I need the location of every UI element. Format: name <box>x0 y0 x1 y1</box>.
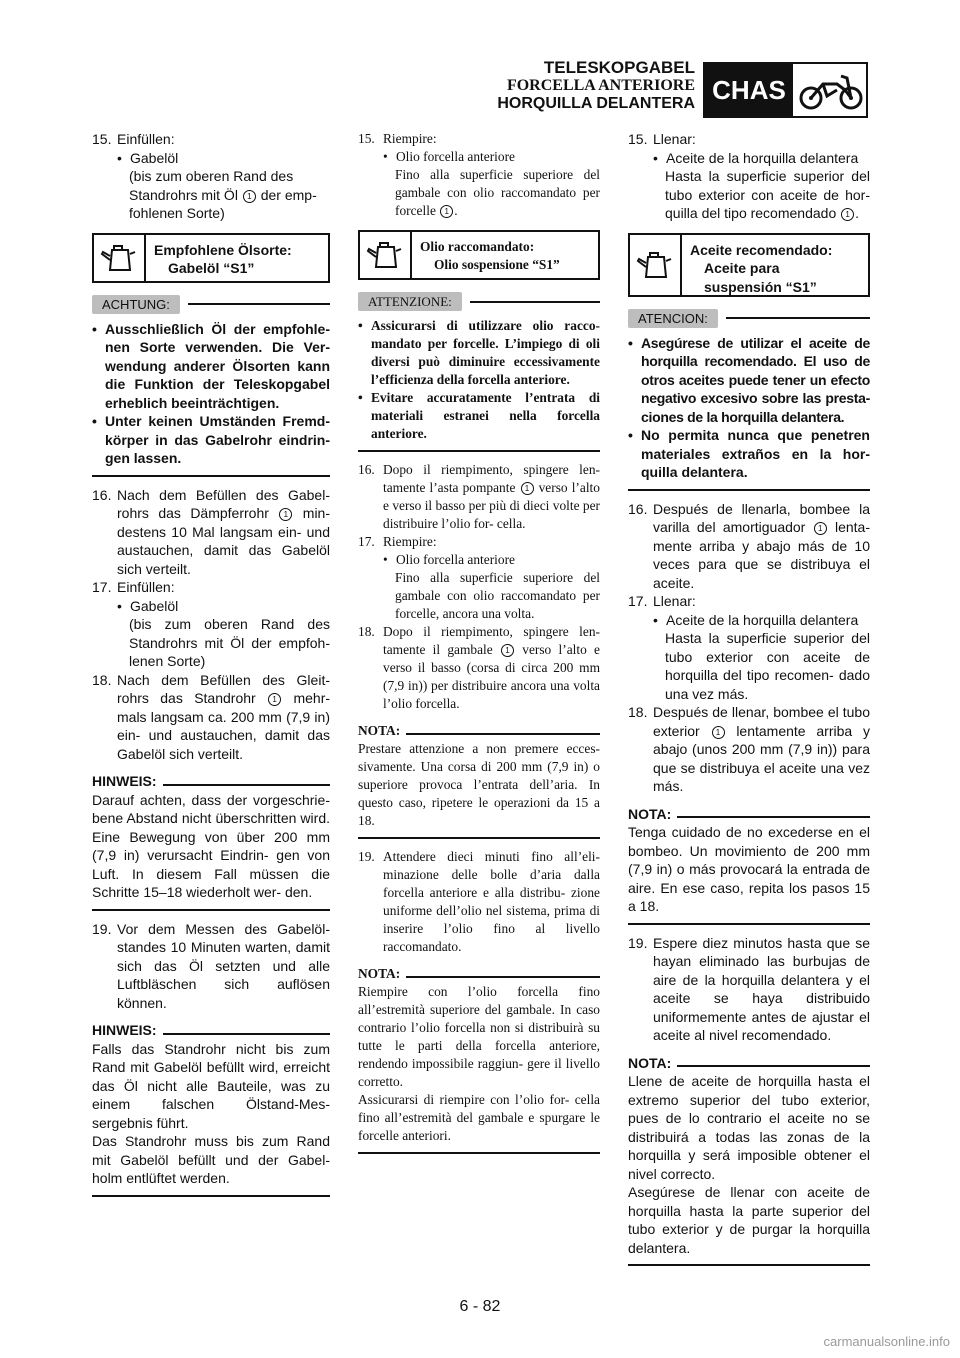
divider <box>628 1264 870 1266</box>
note-heading <box>92 1021 330 1040</box>
note-heading <box>628 1054 870 1073</box>
caution-label: ACHTUNG: <box>92 295 180 314</box>
step-text: Einfüllen: <box>117 579 175 595</box>
watermark: carmanualsonline.info <box>823 1334 950 1349</box>
divider <box>358 837 600 839</box>
step-text: verso l’alto e verso il basso (corsa di circa 200 mm (7,9 in)) per distribuire ancora una volta l’olio forcella. <box>383 642 600 711</box>
column-german <box>92 130 330 1206</box>
step-text: Nach dem Befüllen des Gabel- rohrs das Dämpferrohr <box>117 486 330 521</box>
step-number: 19. <box>92 920 112 937</box>
paragraph: (bis zum oberen Rand des Standrohrs mit Öl der empfoh- lenen Sorte) <box>129 616 330 669</box>
note-text: Tenga cuidado de no excederse en el bombeo. Un movimiento de 200 mm (7,9 in) o más provocará la entrada de aire. En ese caso, repita los pasos 15 a 18. <box>628 824 870 914</box>
note-label: NOTA: <box>358 966 401 981</box>
note-text: Darauf achten, dass der vorgeschrie- bene Abstand nicht überschritten wird. Eine Bewegung von über 200 mm (7,9 in) verursacht Eindrin- gen von Luft. In diesem Fall müssen die Schritte 15–18 wiederholt wer- den. <box>92 791 330 900</box>
caution-label: ATENCION: <box>628 309 718 328</box>
note-heading <box>92 772 330 791</box>
note-label: NOTA: <box>628 805 672 822</box>
step-text: Dopo il riempimento, spingere len- tamente il gambale <box>383 624 600 657</box>
bullet: • <box>117 149 122 166</box>
callout-marker: 1 <box>440 205 453 218</box>
header-title-it: FORCELLA ANTERIORE <box>506 77 695 94</box>
rec-title: Olio raccomandato: <box>420 239 535 254</box>
bullet-text: Gabelöl <box>130 597 179 614</box>
step-number: 16. <box>92 486 112 503</box>
header-title-es: HORQUILLA DELANTERA <box>497 95 695 112</box>
caution-text: Evitare accuratamente l’entrata di materiali estranei nella forcella anteriore. <box>371 390 600 441</box>
step-number: 18. <box>628 704 648 720</box>
caution-label: ATTENZIONE: <box>358 292 462 311</box>
callout-marker: 1 <box>243 190 256 203</box>
section-badge: CHAS <box>705 64 793 116</box>
bullet-text: Gabelöl <box>130 149 179 166</box>
paragraph: Fino alla superficie superiore del gambale con olio raccomandato per forcelle, ancora una volta. <box>395 570 600 621</box>
caution-heading <box>358 292 600 311</box>
step-text: Después de llenar, bombee el tubo exterior <box>653 704 870 739</box>
step-number: 17. <box>92 579 112 595</box>
note-heading <box>358 722 600 740</box>
note-label: NOTA: <box>628 1054 672 1071</box>
step-text: Einfüllen: <box>117 131 175 147</box>
step-text: Vor dem Messen des Gabelöl- standes 10 Minuten warten, damit sich das Öl setzten und alle Luftbläschen sich auflösen können. <box>117 920 330 1011</box>
bullet: • <box>358 390 363 405</box>
column-italian <box>358 130 600 1163</box>
rec-value: suspensión “S1” <box>704 278 817 295</box>
oil-can-icon <box>630 235 682 295</box>
callout-marker: 1 <box>841 208 854 221</box>
callout-marker: 1 <box>268 693 281 706</box>
note-text: Llene de aceite de horquilla hasta el extremo superior del tubo exterior, pues de lo contrario el aceite no se distribuirá a todas las zonas de la horquilla y será imposible obtener el nivel correcto. <box>628 1073 870 1182</box>
caution-text: Asegúrese de utilizar el aceite de horquilla recomendado. El uso de otros aceites puede tener un efecto negativo excesivo sobre las presta- ciones de la horquilla delantera. <box>641 334 870 425</box>
divider <box>358 1152 600 1154</box>
note-label: NOTA: <box>358 723 401 738</box>
bullet: • <box>383 149 388 164</box>
step-number: 19. <box>628 934 648 951</box>
bullet: • <box>92 413 97 429</box>
bullet: • <box>628 427 633 443</box>
section-badge-box <box>703 62 868 118</box>
callout-marker: 1 <box>501 644 514 657</box>
callout-marker: 1 <box>712 726 725 739</box>
oil-can-icon <box>94 235 146 281</box>
step-number: 15. <box>92 131 112 147</box>
step-number: 16. <box>628 500 648 517</box>
divider <box>92 475 330 477</box>
step-number: 15. <box>628 131 648 147</box>
header-titles <box>440 58 695 113</box>
text-span: Fino alla superficie superiore del gambale con olio raccomandato per forcelle <box>395 167 600 218</box>
divider <box>92 909 330 911</box>
note-text: Assicurarsi di riempire con l’olio for- cella fino all’estremità del gambale e spurgare le forcelle anteriori. <box>358 1092 600 1143</box>
rec-value: Aceite para <box>704 260 780 276</box>
note-text: Falls das Standrohr nicht bis zum Rand mit Gabelöl befüllt wird, erreicht das Öl nicht alle Bauteile, was zu einem falschen Ölstand-Mes- sergebnis führt. <box>92 1040 330 1131</box>
text-span: Hasta la superficie superior del tubo exterior con aceite de hor- quilla del tipo recomendado <box>665 168 870 221</box>
step-text: Espere diez minutos hasta que se hayan eliminado las burbujas de aire de la horquilla delantera y el aceite se haya distribuido uniformemente antes de ajustar el aceite al nivel recomendado. <box>653 934 870 1043</box>
text-span: Standrohrs mit Öl <box>129 186 238 203</box>
step-text: Riempire: <box>383 131 437 146</box>
bullet: • <box>92 320 97 337</box>
rec-value: Olio sospensione “S1” <box>434 257 560 272</box>
recommended-oil-box <box>628 233 870 297</box>
recommended-oil-box <box>358 230 600 280</box>
step-number: 16. <box>358 462 375 477</box>
step-number: 17. <box>358 534 375 549</box>
note-label: HINWEIS: <box>92 1022 157 1038</box>
column-spanish <box>628 130 870 1275</box>
bullet: • <box>628 334 633 351</box>
caution-heading <box>92 295 330 314</box>
step-number: 15. <box>358 131 375 146</box>
bullet: • <box>653 149 658 166</box>
divider <box>358 450 600 452</box>
step-number: 17. <box>628 593 648 609</box>
callout-marker: 1 <box>279 508 292 521</box>
paragraph <box>92 167 330 223</box>
step-text: lentamente arriba y abajo (unos 200 mm (7,9 in)) para que se distribuya el aceite una vez más. <box>653 722 870 794</box>
text-line: fohlenen Sorte) <box>129 205 225 221</box>
bullet-text: Olio forcella anteriore <box>396 552 515 567</box>
step-number: 18. <box>92 671 112 688</box>
callout-marker: 1 <box>814 522 827 535</box>
step-text: verso l’alto e verso il basso per più di dieci volte per distribuire l’olio for- cella. <box>383 480 600 531</box>
step-text: Nach dem Befüllen des Gleit- rohrs das Standrohr <box>117 671 330 706</box>
step-text: min- destens 10 Mal langsam ein- und austauchen, damit das Gabelöl sich verteilt. <box>117 505 331 577</box>
bullet: • <box>653 611 658 628</box>
bullet-text: Aceite de la horquilla delantera <box>666 611 859 628</box>
step-text: lenta- mente arriba y abajo más de 10 veces para que se distribuya el aceite. <box>653 519 871 591</box>
caution-text: Assicurarsi di utilizzare olio racco- mandato per forcelle. L’impiego di oli diversi può diminuire eccessivamente l’efficienza della forcella anteriore. <box>371 318 600 387</box>
note-heading <box>358 965 600 983</box>
divider <box>92 1195 330 1197</box>
step-text: mehr- mals langsam ca. 200 mm (7,9 in) ein- und austauchen, damit das Gabelöl sich verteilt. <box>117 690 331 762</box>
note-text: Asegúrese de llenar con aceite de horquilla hasta la parte superior del tubo exterior y de purgar la horquilla delantera. <box>628 1184 870 1256</box>
rec-title: Aceite recomendado: <box>690 241 833 258</box>
note-text: Das Standrohr muss bis zum Rand mit Gabelöl befüllt und der Gabel- holm entlüftet werden. <box>92 1133 330 1186</box>
rec-value: Gabelöl “S1” <box>168 260 255 276</box>
header-title-de: TELESKOPGABEL <box>543 58 695 77</box>
note-text: Riempire con l’olio forcella fino all’estremità superiore del gambale. In caso contrario l’olio forcella non si distribuirà su tutte le parti della forcella anteriore, rendendo impossibile raggiun- gere il livello corretto. <box>358 984 600 1089</box>
bullet: • <box>117 597 122 614</box>
step-text: Después de llenarla, bombee la varilla del amortiguador <box>653 500 870 535</box>
callout-marker: 1 <box>521 482 534 495</box>
step-number: 19. <box>358 849 375 864</box>
divider <box>628 923 870 925</box>
recommended-oil-box <box>92 233 330 283</box>
caution-text: No permita nunca que penetren materiales extraños en la hor- quilla delantera. <box>641 427 870 480</box>
rec-title: Empfohlene Ölsorte: <box>154 241 292 258</box>
oil-can-icon <box>360 232 412 278</box>
paragraph: Hasta la superficie superior del tubo exterior con aceite de hor- quilla del tipo recomendado 1 . <box>665 168 870 221</box>
paragraph: Hasta la superficie superior del tubo exterior con aceite de horquilla del tipo recomen- dado una vez más. <box>665 630 870 702</box>
text-line: (bis zum oberen Rand des <box>129 168 294 184</box>
step-text: Llenar: <box>653 593 696 609</box>
step-text: Attendere dieci minuti fino all’eli- minazione delle bolle d’aria dalla forcella anteriore e alla distribu- zione uniforme dell’olio nel sistema, prima di inserire l’olio fino al livello raccomandato. <box>383 849 600 954</box>
caution-text: Ausschließlich Öl der empfohle- nen Sorte verwenden. Die Ver- wendung anderer Ölsorten kann die Funktion der Teleskopgabel erheblich beeinträchtigen. <box>105 320 330 411</box>
caution-heading <box>628 309 870 328</box>
bullet-text: Aceite de la horquilla delantera <box>666 149 859 166</box>
bullet: • <box>358 318 363 333</box>
bullet-text: Olio forcella anteriore <box>396 149 515 164</box>
page-number: 6 - 82 <box>459 1298 501 1315</box>
divider <box>628 489 870 491</box>
caution-text: Unter keinen Umständen Fremd- körper in das Gabelrohr eindrin- gen lassen. <box>105 413 330 466</box>
motorcycle-icon <box>797 66 865 114</box>
note-label: HINWEIS: <box>92 773 157 789</box>
note-text: Prestare attenzione a non premere ecces- sivamente. Una corsa di 200 mm (7,9 in) o superiore provoca l’entrata dell’aria. In questo caso, ripetere le operazioni da 15 a 18. <box>358 741 600 828</box>
step-text: Llenar: <box>653 131 696 147</box>
step-text: Riempire: <box>383 534 437 549</box>
note-heading <box>628 805 870 824</box>
bullet: • <box>383 552 388 567</box>
text-line <box>129 186 330 205</box>
step-text: Dopo il riempimento, spingere len- tamente l’asta pompante <box>383 462 600 495</box>
paragraph: Fino alla superficie superiore del gambale con olio raccomandato per forcelle 1 . <box>395 167 600 218</box>
text-span: der emp- <box>260 186 317 203</box>
step-number: 18. <box>358 624 375 639</box>
